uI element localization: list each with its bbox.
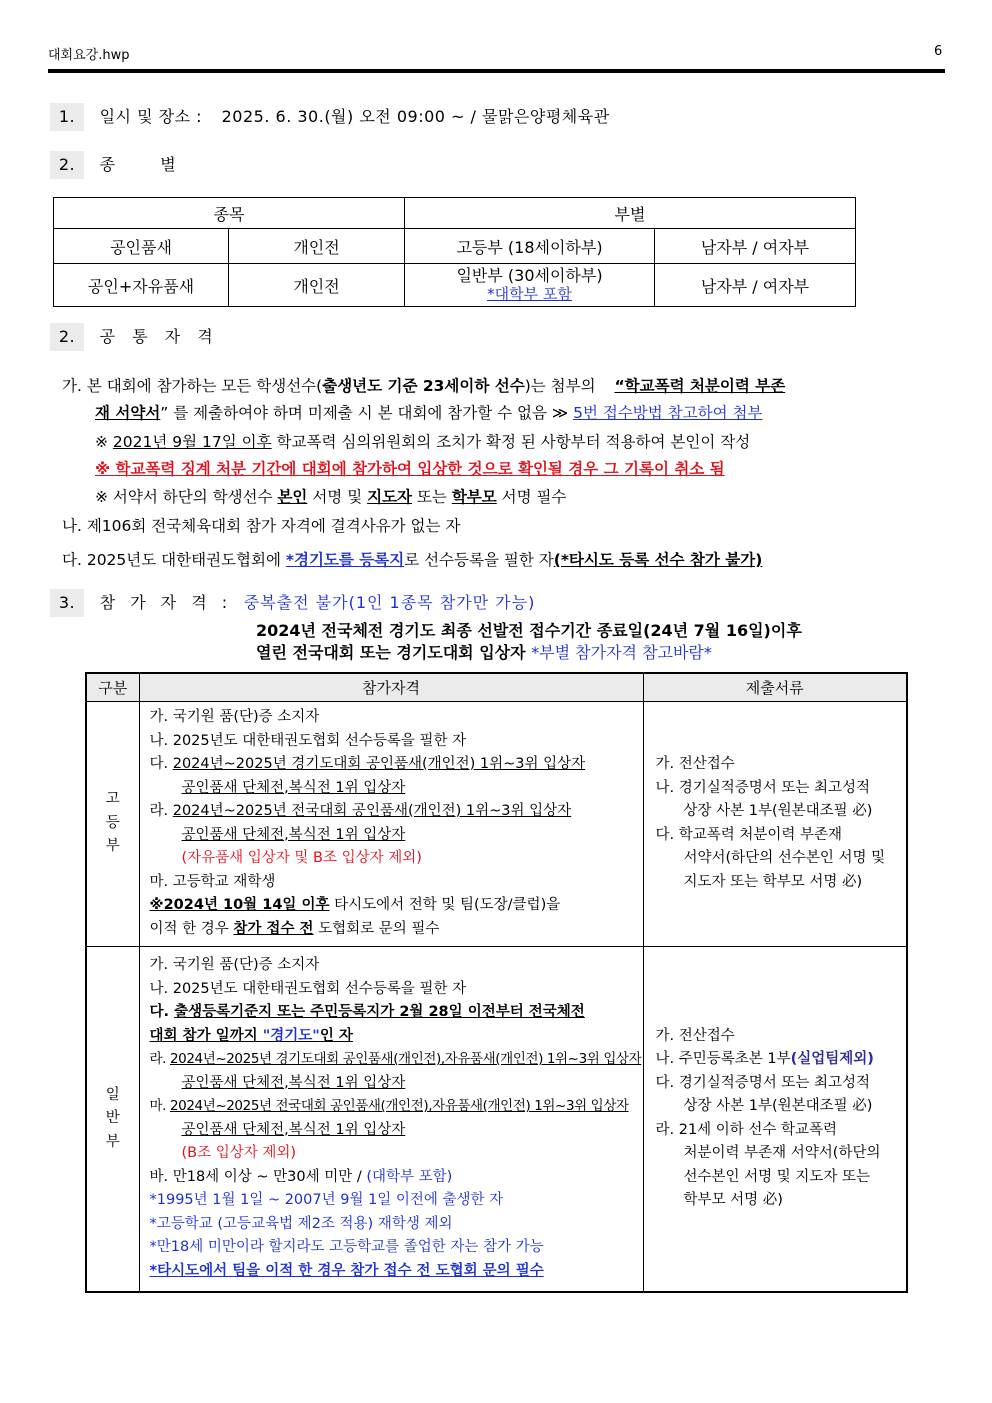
section-value: 중복출전 불가(1인 1종목 참가만 가능)	[243, 593, 536, 612]
section-label: 일시 및 장소 :	[99, 107, 203, 126]
common-note-1	[95, 430, 750, 452]
text: 또는	[412, 488, 452, 506]
text: 상장 사본 1부(원본대조필 必)	[683, 1098, 873, 1115]
text: 가. 본 대회에 참가하는 모든 학생선수(	[62, 377, 323, 395]
text: ※2024년 10월 14일 이후 타시도에서 전학 및 팀(도장/클럽)을	[149, 897, 561, 913]
text: 다. 경기실적증명서 또는 최고성적	[655, 1074, 871, 1091]
text: 재 서약서	[95, 404, 161, 422]
table-row	[86, 701, 907, 946]
text: 서약서(하단의 선수본인 서명 및	[683, 850, 886, 866]
section-number: 2.	[50, 323, 84, 351]
table-cell: 남자부 / 여자부	[655, 229, 856, 264]
header-filename: 대회요강.hwp	[48, 48, 130, 63]
table-row	[54, 229, 856, 264]
table-cell: 공인+자유품새	[54, 264, 229, 307]
table-cell: 개인전	[229, 229, 405, 264]
text: *만18세 미만이라 할지라도 고등학교를 졸업한 자는 참가 가능	[149, 1239, 544, 1256]
table-header: 제출서류	[643, 673, 907, 701]
text: 학부모	[451, 488, 497, 506]
text: 로 선수등록을 필한 자	[404, 551, 554, 569]
text: ※ 서약서 하단의 학생선수	[95, 488, 278, 506]
text: 가. 전산접수	[655, 1027, 735, 1044]
documents-high	[643, 701, 907, 946]
text: 나. 경기실적증명서 또는 최고성적	[655, 779, 871, 796]
text: “학교폭력 처분이력 부존	[614, 377, 786, 395]
section-3	[50, 589, 535, 617]
events-table	[53, 197, 856, 307]
text: ※	[95, 433, 113, 451]
section-3-sub2	[256, 640, 712, 663]
text: 학교폭력 심의위원회의 조치가 확정 된 사항부터 적용하여 본인이 작성	[271, 433, 751, 451]
text: 다. 2024년~2025년 경기도대회 공인품새(개인전) 1위~3위 입상자	[149, 756, 586, 772]
text: (자유품새 입상자 및 B조 입상자 제외)	[181, 850, 422, 866]
text: 서명 및	[307, 488, 368, 506]
header-divider	[48, 69, 945, 73]
table-cell: 개인전	[229, 264, 405, 307]
text: 가. 국기원 품(단)증 소지자	[149, 709, 320, 725]
text: 선수본인 서명 및 지도자 또는	[683, 1168, 871, 1185]
text: 나. 2025년도 대한태권도협회 선수등록을 필한 자	[149, 980, 467, 997]
requirements-general	[139, 946, 643, 1292]
text: *부별 참가자격 참고바람*	[531, 643, 712, 662]
common-ga-line2	[95, 401, 762, 423]
common-note-2: ※ 학교폭력 징계 처분 기간에 대회에 참가하여 입상한 것으로 확인될 경우 그 기록이 취소 됨	[95, 460, 725, 478]
text: 다. 2025년도 대한태권도협회에	[62, 551, 286, 569]
text: *경기도를 등록지	[285, 551, 405, 569]
header-page-number: 6	[934, 44, 943, 59]
section-value: 2025. 6. 30.(월) 오전 09:00 ~ / 물맑은양평체육관	[221, 107, 610, 126]
section-2b	[50, 323, 219, 351]
common-na: 나. 제106회 전국체육대회 참가 자격에 결격사유가 없는 자	[62, 517, 461, 535]
table-header: 참가자격	[139, 673, 643, 701]
section-number: 1.	[50, 103, 84, 131]
text: 본인	[277, 488, 308, 506]
text: 일 반 부	[105, 1086, 120, 1150]
text: *1995년 1월 1일 ~ 2007년 9월 1일 이전에 출생한 자	[149, 1192, 504, 1209]
text: (B조 입상자 제외)	[181, 1145, 297, 1162]
table-header: 구분	[86, 673, 139, 701]
text: 라. 2024년~2025년 경기도대회 공인품새(개인전),자유품새(개인전) 1위~3위 입상자	[149, 1051, 642, 1068]
text: 나. 주민등록초본 1부(실업팀제외)	[655, 1051, 874, 1068]
section-1	[50, 103, 610, 131]
division-text: 일반부 (30세이하부)	[456, 266, 603, 285]
table-cell	[405, 264, 655, 307]
table-row	[54, 264, 856, 307]
division-label-general	[86, 946, 139, 1292]
text: 지도자 또는 학부모 서명 必)	[683, 873, 863, 890]
text: 다. 출생등록기준지 또는 주민등록지가 2월 28일 이전부터 전국체전	[149, 1004, 585, 1021]
division-label-high	[86, 701, 139, 946]
table-cell: 남자부 / 여자부	[655, 264, 856, 307]
text: 마. 2024년~2025년 전국대회 공인품새(개인전),자유품새(개인전) 1위~3위 입상자	[149, 1098, 629, 1115]
text: ” 를 제출하여야 하며 미제출 시 본 대회에 참가할 수 없음 ≫	[160, 404, 574, 422]
section-label: 종 별	[99, 155, 177, 174]
text: 고 등 부	[105, 791, 120, 855]
documents-general	[643, 946, 907, 1292]
text: 라. 21세 이하 선수 학교폭력	[655, 1121, 838, 1138]
text: 공인품새 단체전,복식전 1위 입상자	[181, 1074, 406, 1091]
text: 마. 고등학교 재학생	[149, 873, 276, 890]
text: 공인품새 단체전,복식전 1위 입상자	[181, 826, 406, 843]
text: 지도자	[367, 488, 413, 506]
text: 가. 국기원 품(단)증 소지자	[149, 957, 320, 974]
text: 상장 사본 1부(원본대조필 必)	[683, 803, 873, 819]
text: 열린 전국대회 또는 경기도대회 입상자	[256, 643, 532, 662]
table-header: 부별	[405, 198, 856, 229]
common-note-3	[95, 485, 567, 507]
section-number: 3.	[50, 589, 84, 617]
text: 나. 2025년도 대한태권도협회 선수등록을 필한 자	[149, 732, 467, 749]
table-cell: 공인품새	[54, 229, 229, 264]
eligibility-table	[85, 672, 908, 1293]
text: 학부모 서명 必)	[683, 1192, 783, 1209]
text: 대회 참가 일까지 "경기도"인 자	[149, 1027, 353, 1044]
text: 서명 필수	[496, 488, 567, 506]
section-label: 참 가 자 격 :	[99, 593, 233, 612]
section-3-sub1: 2024년 전국체전 경기도 최종 선발전 접수기간 종료일(24년 7월 16일)이후	[256, 621, 802, 640]
text: 공인품새 단체전,복식전 1위 입상자	[181, 779, 406, 796]
text: )는 첨부의	[524, 377, 601, 395]
division-note: *대학부 포함	[487, 285, 572, 303]
section-number: 2.	[50, 151, 84, 179]
text: *고등학교 (고등교육법 제2조 적용) 재학생 제외	[149, 1215, 453, 1232]
text: 5번 접수방법 참고하여 첨부	[573, 404, 763, 422]
table-row	[86, 946, 907, 1292]
text: 라. 2024년~2025년 전국대회 공인품새(개인전) 1위~3위 입상자	[149, 803, 572, 819]
text: 공인품새 단체전,복식전 1위 입상자	[181, 1121, 406, 1138]
section-label: 공 통 자 격	[99, 327, 219, 346]
text: 출생년도 기준 23세이하 선수	[322, 377, 525, 395]
text: *타시도에서 팀을 이적 한 경우 참가 접수 전 도협회 문의 필수	[149, 1262, 544, 1279]
common-da	[62, 548, 762, 570]
text: 가. 전산접수	[655, 756, 735, 772]
table-cell: 고등부 (18세이하부)	[405, 229, 655, 264]
text: 다. 학교폭력 처분이력 부존재	[655, 826, 843, 843]
table-header: 종목	[54, 198, 405, 229]
text: 처분이력 부존재 서약서(하단의	[683, 1145, 881, 1162]
section-2	[50, 151, 176, 179]
text: 2021년 9월 17일 이후	[112, 433, 272, 451]
common-ga-line1	[62, 374, 785, 396]
text: (*타시도 등록 선수 참가 불가)	[553, 551, 763, 569]
text: 이적 한 경우 참가 접수 전 도협회로 문의 필수	[149, 920, 440, 937]
text: 바. 만18세 이상 ~ 만30세 미만 / (대학부 포함)	[149, 1168, 453, 1185]
requirements-high	[139, 701, 643, 946]
